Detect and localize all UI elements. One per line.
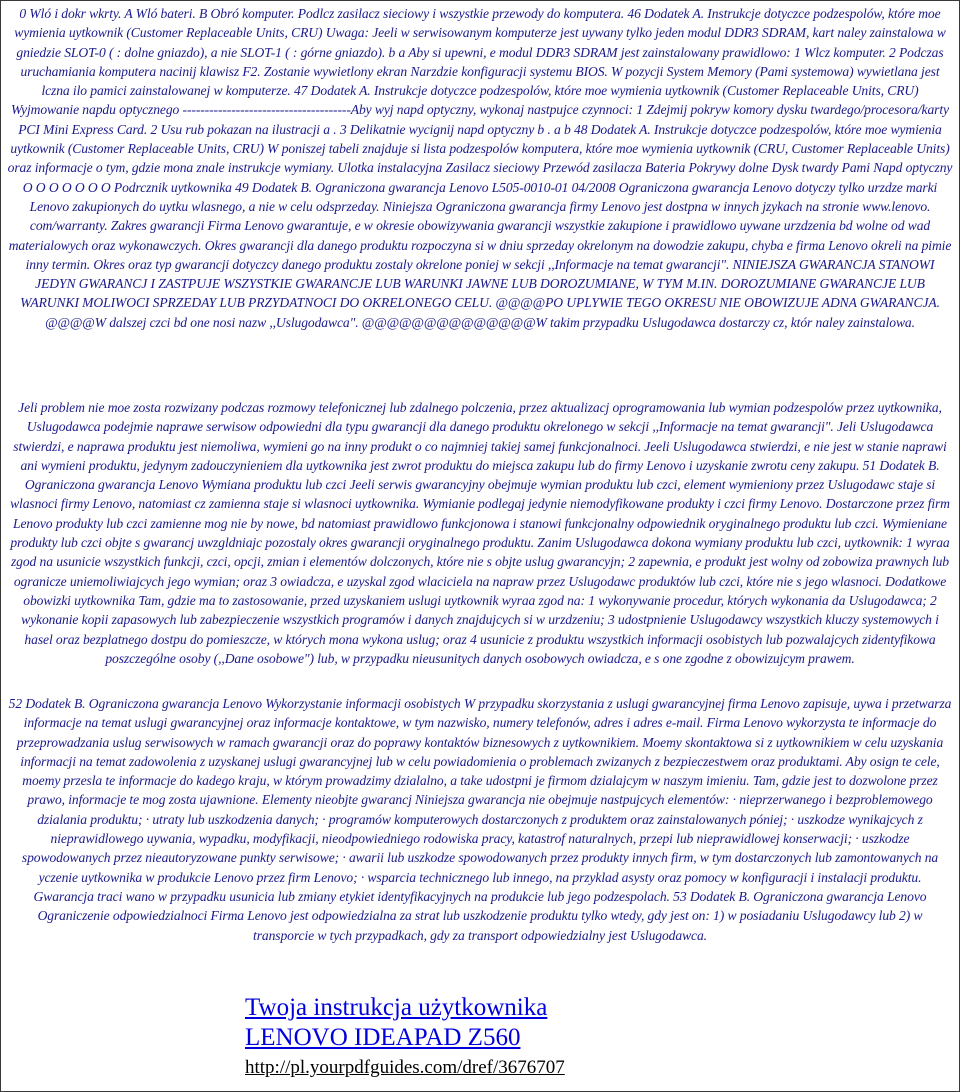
manual-title-link[interactable]: Twoja instrukcja użytkownika: [245, 994, 548, 1021]
manual-link-block: [245, 993, 565, 1079]
document-paragraph: Jeli problem nie moe zosta rozwizany podczas rozmowy telefonicznej lub zdalnego polczenia, przez aktualizacj oprogramowania lub wymian podzespolów przez uytkownika, Uslugodawca podejmie naprawe serwisow odpowiedni dla typu gwarancji dla danego produktu okrelonego w sekcji ,,Informacje na temat gwarancji". Jeli Uslugodawca stwierdzi, e naprawa produktu jest niemoliwa, wymieni go na inny produkt o co najmniej takiej samej funkcjonalnoci. Jeeli Uslugodawca stwierdzi, e nie jest w stanie naprawi ani wymieni produktu, jedynym zadouczynieniem dla uytkownika jest zwrot produktu do miejsca zakupu lub do firmy Lenovo i uzyskanie zwrotu ceny zakupu. 51 Dodatek B. Ograniczona gwarancja Lenovo Wymiana produktu lub czci Jeeli serwis gwarancyjny obejmuje wymian produktu lub czci, element wymieniony przez Uslugodawc staje si wlasnoci firmy Lenovo, natomiast cz zamienna staje si wlasnoci uytkownika. Wymianie podlegaj jedynie niemodyfikowane produkty i czci firmy Lenovo. Dostarczone przez firm Lenovo produkty lub czci zamienne mog nie by nowe, bd natomiast prawidlowo funkcjonowa i stanowi funkcjonalny odpowiednik oryginalnego produktu lub czci. Wymieniane produkty lub czci objte s gwarancj uwzgldniajc pozostaly okres gwarancji oryginalnego produktu. Zanim Uslugodawca dokona wymiany produktu lub czci, uytkownik: 1 wyraa zgod na usunicie wszystkich funkcji, czci, opcji, zmian i elementów dolczonych, które nie s objte uslug gwarancyjn; 2 zapewnia, e produkt jest wolny od zobowiza prawnych lub ogranicze uniemoliwiajcych jego wymian; oraz 3 owiadcza, e uzyskal zgod wlaciciela na napraw przez Uslugodawc produktów lub czci, które nie s jego wlasnoci. Dodatkowe obowizki uytkownika Tam, gdzie ma to zastosowanie, przed uzyskaniem uslugi uytkownik wyraa zgod na: 1 wykonywanie procedur, których wykonania da Uslugodawca; 2 wykonanie kopii zapasowych lub zabezpieczenie wszystkich programów i danych znajdujcych si w urzdzeniu; 3 udostpnienie Uslugodawcy wszystkich kluczy systemowych i hasel oraz bezplatnego dostpu do pomieszcze, w których mona wykona uslug; oraz 4 usunicie z produktu wszystkich informacji osobistych lub pozwalajcych zidentyfikowa poszczególne osoby (,,Dane osobowe") lub, w przypadku nieusunitych danych osobowych owiadcza, e s one zgodne z obowizujcym prawem.: [10, 400, 950, 666]
document-paragraph: 0 Wló i dokr wkrty. A Wló bateri. B Obró komputer. Podlcz zasilacz sieciowy i wszystkie przewody do komputera. 46 Dodatek A. Instrukcje dotyczce podzespolów, które moe wymienia uytkownik (Customer Replaceable Units, CRU) Uwaga: Jeeli w serwisowanym komputerze jest uywany tylko jeden modul DDR3 SDRAM, kart naley zainstalowa w gniedzie SLOT-0 ( : dolne gniazdo), a nie SLOT-1 ( : górne gniazdo). b a Aby si upewni, e modul DDR3 SDRAM jest zainstalowany prawidlowo: 1 Wlcz komputer. 2 Podczas uruchamiania komputera nacinij klawisz F2. Zostanie wywietlony ekran Narzdzie konfiguracji systemu BIOS. W pozycji System Memory (Pami systemowa) wywietlana jest lczna ilo pamici zainstalowanej w komputerze. 47 Dodatek A. Instrukcje dotyczce podzespolów, które moe wymienia uytkownik (Customer Replaceable Units, CRU) Wyjmowanie napdu optycznego --------------------------------------Aby wyj napd optyczny, wykonaj nastpujce czynnoci: 1 Zdejmij pokryw komory dysku twardego/procesora/karty PCI Mini Express Card. 2 Usu rub pokazan na ilustracji a . 3 Delikatnie wycignij napd optyczny b . a b 48 Dodatek A. Instrukcje dotyczce podzespolów, które moe wymienia uytkownik (Customer Replaceable Units, CRU) W poniszej tabeli znajduje si lista podzespolów komputera, które moe wymienia uytkownik (CRU, Customer Replaceable Units) oraz informacje o tym, gdzie mona znale instrukcje wymiany. Ulotka instalacyjna Zasilacz sieciowy Przewód zasilacza Bateria Pokrywy dolne Dysk twardy Pami Napd optyczny O O O O O O O Podrcznik uytkownika 49 Dodatek B. Ograniczona gwarancja Lenovo L505-0010-01 04/2008 Ograniczona gwarancja Lenovo dotyczy tylko urzdze marki Lenovo zakupionych do uytku wlasnego, a nie w celu odsprzeday. Niniejsza Ograniczona gwarancja firmy Lenovo jest dostpna w innych jzykach na stronie www.lenovo. com/warranty. Zakres gwarancji Firma Lenovo gwarantuje, e w okresie obowizywania gwarancji wszystkie zakupione i prawidlowo uywane urzdzenia bd wolne od wad materialowych oraz wykonawczych. Okres gwarancji dla danego produktu rozpoczyna si w dniu sprzeday okrelonym na dowodzie zakupu, chyba e firma Lenovo okreli na pimie inny termin. Okres oraz typ gwarancji dotyczcy danego produktu zostaly okrelone poniej w sekcji ,,Informacje na temat gwarancji". NINIEJSZA GWARANCJA STANOWI JEDYN GWARANCJ I ZASTPUJE WSZYSTKIE GWARANCJE LUB WARUNKI JAWNE LUB DOROZUMIANE, W TYM M.IN. DOROZUMIANE GWARANCJE LUB WARUNKI MOLIWOCI SPRZEDAY LUB PRZYDATNOCI DO OKRELONEGO CELU. @@@@PO UPLYWIE TEGO OKRESU NIE OBOWIZUJE ADNA GWARANCJA. @@@@W dalszej czci bd one nosi nazw ,,Uslugodawca". @@@@@@@@@@@@@@W takim przypadku Uslugodawca dostarczy cz, któr naley zainstalowa.: [7, 6, 953, 330]
manual-url-link[interactable]: http://pl.yourpdfguides.com/dref/3676707: [245, 1057, 565, 1078]
manual-model-link[interactable]: LENOVO IDEAPAD Z560: [245, 1024, 521, 1051]
document-paragraph: 52 Dodatek B. Ograniczona gwarancja Lenovo Wykorzystanie informacji osobistych W przypadku skorzystania z uslugi gwarancyjnej firma Lenovo zapisuje, uywa i przetwarza informacje na temat uslugi gwarancyjnej oraz informacje kontaktowe, w tym nazwisko, numery telefonów, adres i adres e-mail. Firma Lenovo wykorzysta te informacje do przeprowadzania uslug serwisowych w ramach gwarancji oraz do poprawy kontaktów biznesowych z uytkownikiem. Moemy skontaktowa si z uytkownikiem w celu uzyskania informacji na temat zadowolenia z uzyskanej uslugi gwarancyjnej lub w celu powiadomienia o problemach zwizanych z bezpieczestwem oraz produktami. Aby osign te cele, moemy przesla te informacje do kadego kraju, w którym prowadzimy dzialalno, a take udostpni je firmom dzialajcym w naszym imieniu. Tam, gdzie jest to dozwolone przez prawo, informacje te mog zosta ujawnione. Elementy nieobjte gwarancj Niniejsza gwarancja nie obejmuje nastpujcych elementów: · nieprzerwanego i bezproblemowego dzialania produktu; · utraty lub uszkodzenia danych; · programów komputerowych dostarczonych z produktem oraz zainstalowanych póniej; · uszkodze wynikajcych z nieprawidlowego uywania, wypadku, modyfikacji, nieodpowiedniego rodowiska pracy, katastrof naturalnych, przepi lub nieprawidlowej konserwacji; · uszkodze spowodowanych przez nieautoryzowane punkty serwisowe; · awarii lub uszkodze spowodowanych przez produkty innych firm, w tym dostarczonych lub zamontowanych na yczenie uytkownika w produkcie Lenovo przez firm Lenovo; · wsparcia technicznego lub innego, na przyklad asysty oraz pomocy w konfiguracji i instalacji produktu. Gwarancja traci wano w przypadku usunicia lub zmiany etykiet identyfikacyjnych na produkcie lub jego podzespolach. 53 Dodatek B. Ograniczona gwarancja Lenovo Ograniczenie odpowiedzialnoci Firma Lenovo jest odpowiedzialna za strat lub uszkodzenie produktu tylko wtedy, gdy jest on: 1) w posiadaniu Uslugodawcy lub 2) w transporcie w tych przypadkach, gdy za transport odpowiedzialny jest Uslugodawca.: [8, 696, 952, 943]
